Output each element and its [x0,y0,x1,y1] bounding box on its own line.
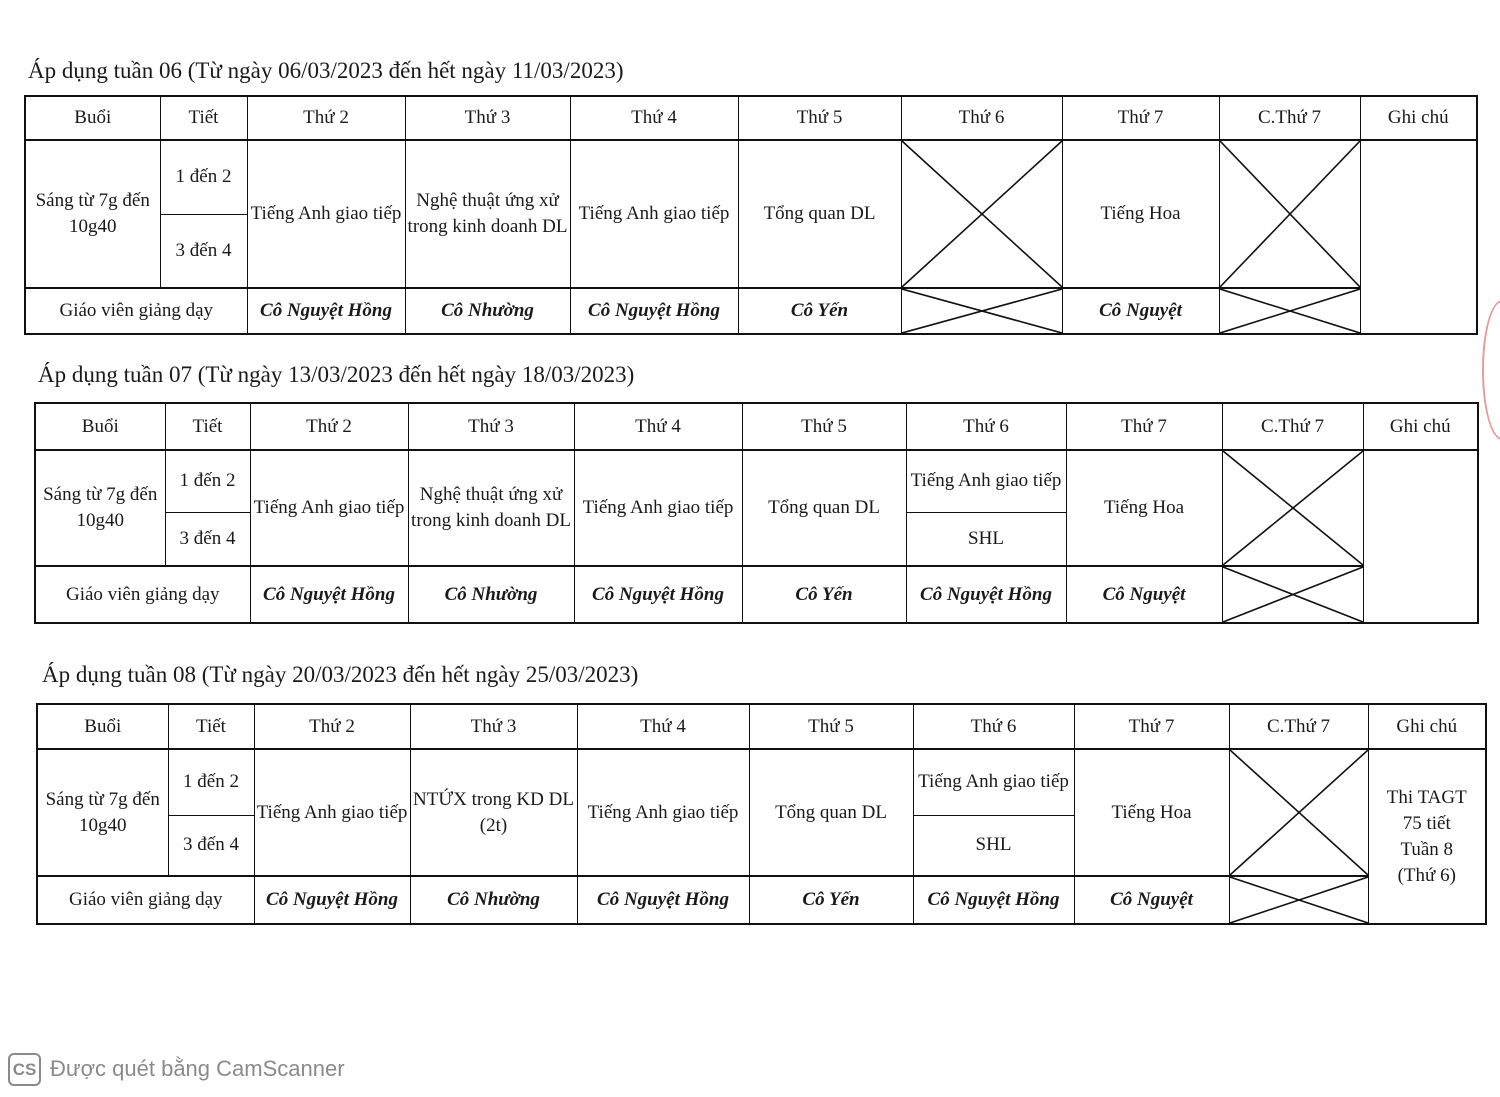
header-row [37,704,1486,749]
timetable-week-06 [24,95,1478,335]
teacher-thu-4: Cô Nguyệt Hồng [570,288,738,334]
teacher-thu-3: Cô Nhường [410,876,577,924]
subject-thu-5: Tổng quan DL [738,140,901,288]
subject-thu-3: Nghệ thuật ứng xử trong kinh doanh DL [405,140,570,288]
header-buoi: Buổi [25,96,160,140]
teachers-row [35,566,1478,623]
crossed-cell-thu-6 [901,140,1062,288]
camscanner-watermark: Được quét bằng CamScanner [50,1056,345,1081]
teachers-label: Giáo viên giảng dạy [37,876,254,924]
header-buoi: Buổi [35,403,165,450]
subject-thu-7: Tiếng Hoa [1074,749,1229,876]
header-thu-7: Thứ 7 [1066,403,1222,450]
crossed-teacher-thu-6 [901,288,1062,334]
session-cell: Sáng từ 7g đến 10g40 [37,749,168,876]
crossed-cell-c-thu-7 [1222,450,1363,566]
header-ghi-chu: Ghi chú [1363,403,1478,450]
header-thu-7: Thứ 7 [1062,96,1219,140]
subject-thu-2: Tiếng Anh giao tiếp [250,450,408,566]
header-tiet: Tiết [165,403,250,450]
header-thu-4: Thứ 4 [574,403,742,450]
teacher-thu-4: Cô Nguyệt Hồng [574,566,742,623]
subject-thu-4: Tiếng Anh giao tiếp [570,140,738,288]
x-cross-icon [1230,877,1368,923]
session-cell: Sáng từ 7g đến 10g40 [25,140,160,288]
subject-thu-6-bottom: SHL [906,512,1066,566]
header-tiet: Tiết [168,704,254,749]
subject-thu-5: Tổng quan DL [742,450,906,566]
teacher-thu-6: Cô Nguyệt Hồng [906,566,1066,623]
subject-thu-4: Tiếng Anh giao tiếp [574,450,742,566]
header-thu-5: Thứ 5 [749,704,913,749]
subject-thu-4: Tiếng Anh giao tiếp [577,749,749,876]
subject-thu-6-top: Tiếng Anh giao tiếp [913,749,1074,815]
week-06-title: Áp dụng tuần 06 (Từ ngày 06/03/2023 đến hết ngày 11/03/2023) [28,58,624,83]
teacher-thu-3: Cô Nhường [405,288,570,334]
header-ghi-chu: Ghi chú [1360,96,1477,140]
period-1-2: 1 đến 2 [160,140,247,214]
x-cross-icon [902,289,1062,333]
teacher-thu-7: Cô Nguyệt [1062,288,1219,334]
header-thu-7: Thứ 7 [1074,704,1229,749]
teacher-thu-2: Cô Nguyệt Hồng [247,288,405,334]
teacher-thu-2: Cô Nguyệt Hồng [254,876,410,924]
red-seal-stamp [1482,300,1500,440]
subject-thu-2: Tiếng Anh giao tiếp [247,140,405,288]
header-c-thu-7: C.Thứ 7 [1219,96,1360,140]
header-thu-2: Thứ 2 [254,704,410,749]
teachers-label: Giáo viên giảng dạy [35,566,250,623]
crossed-cell-c-thu-7 [1229,749,1368,876]
teacher-thu-2: Cô Nguyệt Hồng [250,566,408,623]
teacher-thu-5: Cô Yến [742,566,906,623]
teacher-thu-5: Cô Yến [749,876,913,924]
x-cross-icon [1220,141,1360,287]
crossed-teacher-c-thu-7 [1219,288,1360,334]
timetable-week-07 [34,402,1479,624]
teacher-thu-5: Cô Yến [738,288,901,334]
teacher-thu-4: Cô Nguyệt Hồng [577,876,749,924]
note-cell: Thi TAGT 75 tiết Tuần 8 (Thứ 6) [1368,749,1486,924]
header-thu-3: Thứ 3 [408,403,574,450]
teachers-label: Giáo viên giảng dạy [25,288,247,334]
header-thu-2: Thứ 2 [247,96,405,140]
header-thu-6: Thứ 6 [901,96,1062,140]
header-thu-4: Thứ 4 [577,704,749,749]
header-thu-6: Thứ 6 [906,403,1066,450]
period-row-1 [37,749,1486,815]
header-buoi: Buổi [37,704,168,749]
teacher-thu-3: Cô Nhường [408,566,574,623]
subject-thu-7: Tiếng Hoa [1066,450,1222,566]
period-row-1 [25,140,1477,214]
header-c-thu-7: C.Thứ 7 [1222,403,1363,450]
teacher-thu-7: Cô Nguyệt [1074,876,1229,924]
crossed-teacher-c-thu-7 [1229,876,1368,924]
x-cross-icon [902,141,1062,287]
x-cross-icon [1223,451,1363,565]
period-3-4: 3 đến 4 [160,214,247,288]
subject-thu-3: NTỨX trong KD DL (2t) [410,749,577,876]
period-1-2: 1 đến 2 [168,749,254,815]
timetable-week-08 [36,703,1487,925]
week-07-title: Áp dụng tuần 07 (Từ ngày 13/03/2023 đến hết ngày 18/03/2023) [38,362,635,387]
header-tiet: Tiết [160,96,247,140]
period-3-4: 3 đến 4 [168,815,254,876]
subject-thu-6-top: Tiếng Anh giao tiếp [906,450,1066,512]
header-row [25,96,1477,140]
header-thu-3: Thứ 3 [405,96,570,140]
period-3-4: 3 đến 4 [165,512,250,566]
subject-thu-3: Nghệ thuật ứng xử trong kinh doanh DL [408,450,574,566]
header-thu-3: Thứ 3 [410,704,577,749]
teachers-row [37,876,1486,924]
header-ghi-chu: Ghi chú [1368,704,1486,749]
subject-thu-6-bottom: SHL [913,815,1074,876]
teacher-thu-6: Cô Nguyệt Hồng [913,876,1074,924]
period-row-1 [35,450,1478,512]
header-thu-5: Thứ 5 [742,403,906,450]
subject-thu-7: Tiếng Hoa [1062,140,1219,288]
note-cell [1363,450,1478,623]
header-thu-6: Thứ 6 [913,704,1074,749]
subject-thu-2: Tiếng Anh giao tiếp [254,749,410,876]
week-08-title: Áp dụng tuần 08 (Từ ngày 20/03/2023 đến hết ngày 25/03/2023) [42,662,639,687]
period-1-2: 1 đến 2 [165,450,250,512]
x-cross-icon [1223,567,1363,622]
crossed-cell-c-thu-7 [1219,140,1360,288]
crossed-teacher-c-thu-7 [1222,566,1363,623]
x-cross-icon [1220,289,1360,333]
x-cross-icon [1230,750,1368,875]
session-cell: Sáng từ 7g đến 10g40 [35,450,165,566]
header-thu-2: Thứ 2 [250,403,408,450]
camscanner-logo-icon: CS [8,1053,41,1086]
header-c-thu-7: C.Thứ 7 [1229,704,1368,749]
header-thu-4: Thứ 4 [570,96,738,140]
header-row [35,403,1478,450]
subject-thu-5: Tổng quan DL [749,749,913,876]
note-cell [1360,140,1477,334]
teachers-row [25,288,1477,334]
teacher-thu-7: Cô Nguyệt [1066,566,1222,623]
header-thu-5: Thứ 5 [738,96,901,140]
